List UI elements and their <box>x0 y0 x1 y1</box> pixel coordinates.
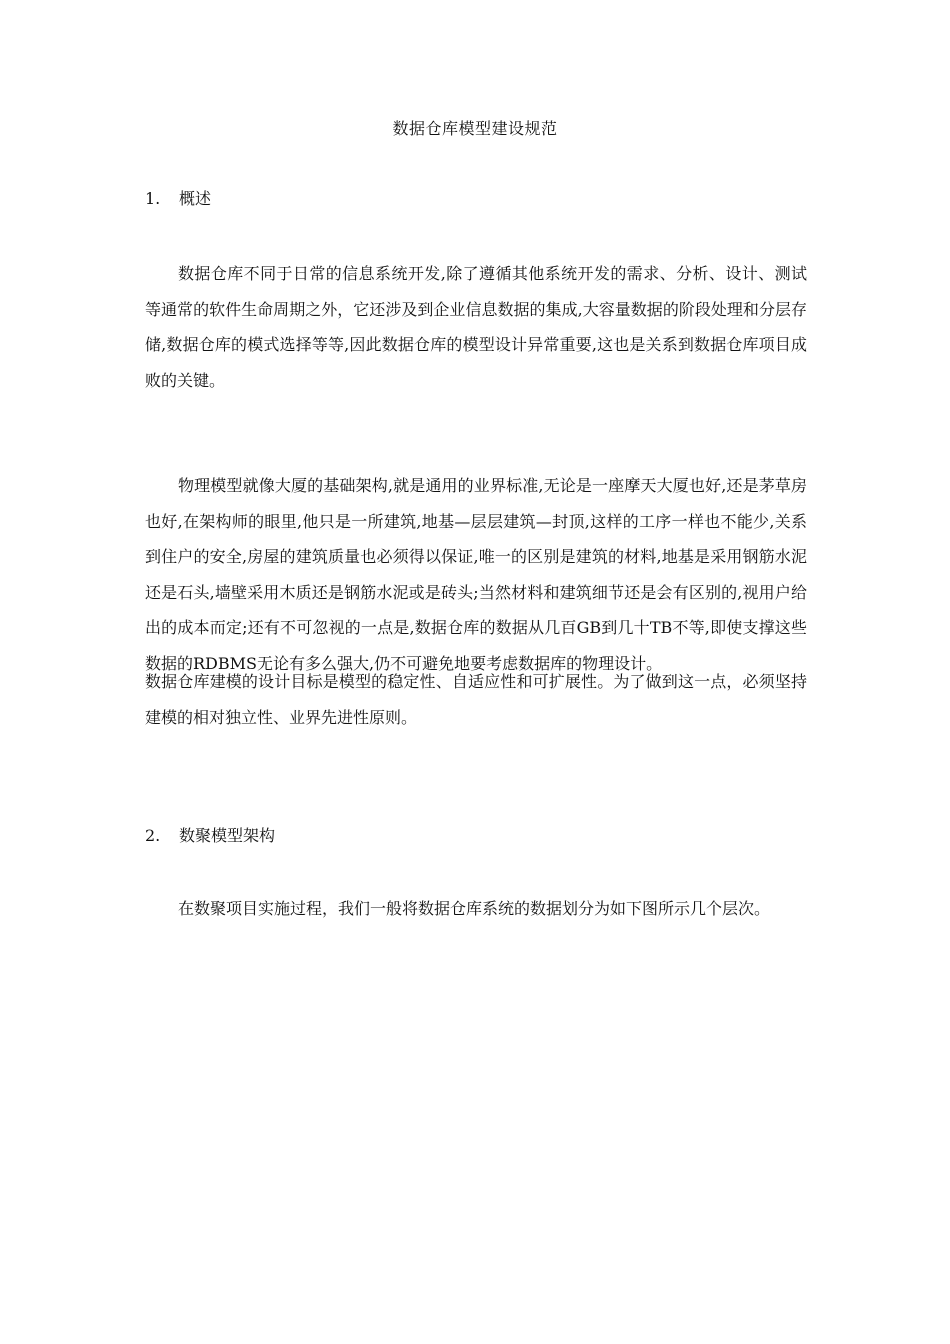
paragraph: 数据仓库不同于日常的信息系统开发,除了遵循其他系统开发的需求、分析、设计、测试等通常的软件生命周期之外，它还涉及到企业信息数据的集成,大容量数据的阶段处理和分层存储,数据仓库的模式选择等等,因此数据仓库的模型设计异常重要,这也是关系到数据仓库项目成败的关键。 <box>145 264 807 390</box>
paragraph: 在数聚项目实施过程，我们一般将数据仓库系统的数据划分为如下图所示几个层次。 <box>178 899 771 918</box>
section-number: 1. <box>145 189 161 208</box>
document-title: 数据仓库模型建设规范 <box>392 119 558 138</box>
paragraph: 物理模型就像大厦的基础架构,就是通用的业界标准,无论是一座摩天大厦也好,还是茅草房也好,在架构师的眼里,他只是一所建筑,地基—层层建筑—封顶,这样的工序一样也不能少,关系到住户的安全,房屋的建筑质量也必须得以保证,唯一的区别是建筑的材料,地基是采用钢筋水泥还是石头,墙壁采用木质还是钢筋水泥或是砖头;当然材料和建筑细节还是会有区别的,视用户给出的成本而定;还有不可忽视的一点是,数据仓库的数据从几百GB到几十TB不等,即使支撑这些数据的RDBMS无论有多么强大,仍不可避免地要考虑数据库的物理设计。 <box>145 476 807 673</box>
section-number: 2. <box>145 826 161 845</box>
section-title: 概述 <box>179 189 212 208</box>
section-title: 数聚模型架构 <box>179 826 276 845</box>
paragraph: 数据仓库建模的设计目标是模型的稳定性、自适应性和可扩展性。为了做到这一点，必须坚持建模的相对独立性、业界先进性原则。 <box>145 672 807 727</box>
section-heading-architecture <box>145 823 275 846</box>
section-heading-overview <box>145 186 211 209</box>
